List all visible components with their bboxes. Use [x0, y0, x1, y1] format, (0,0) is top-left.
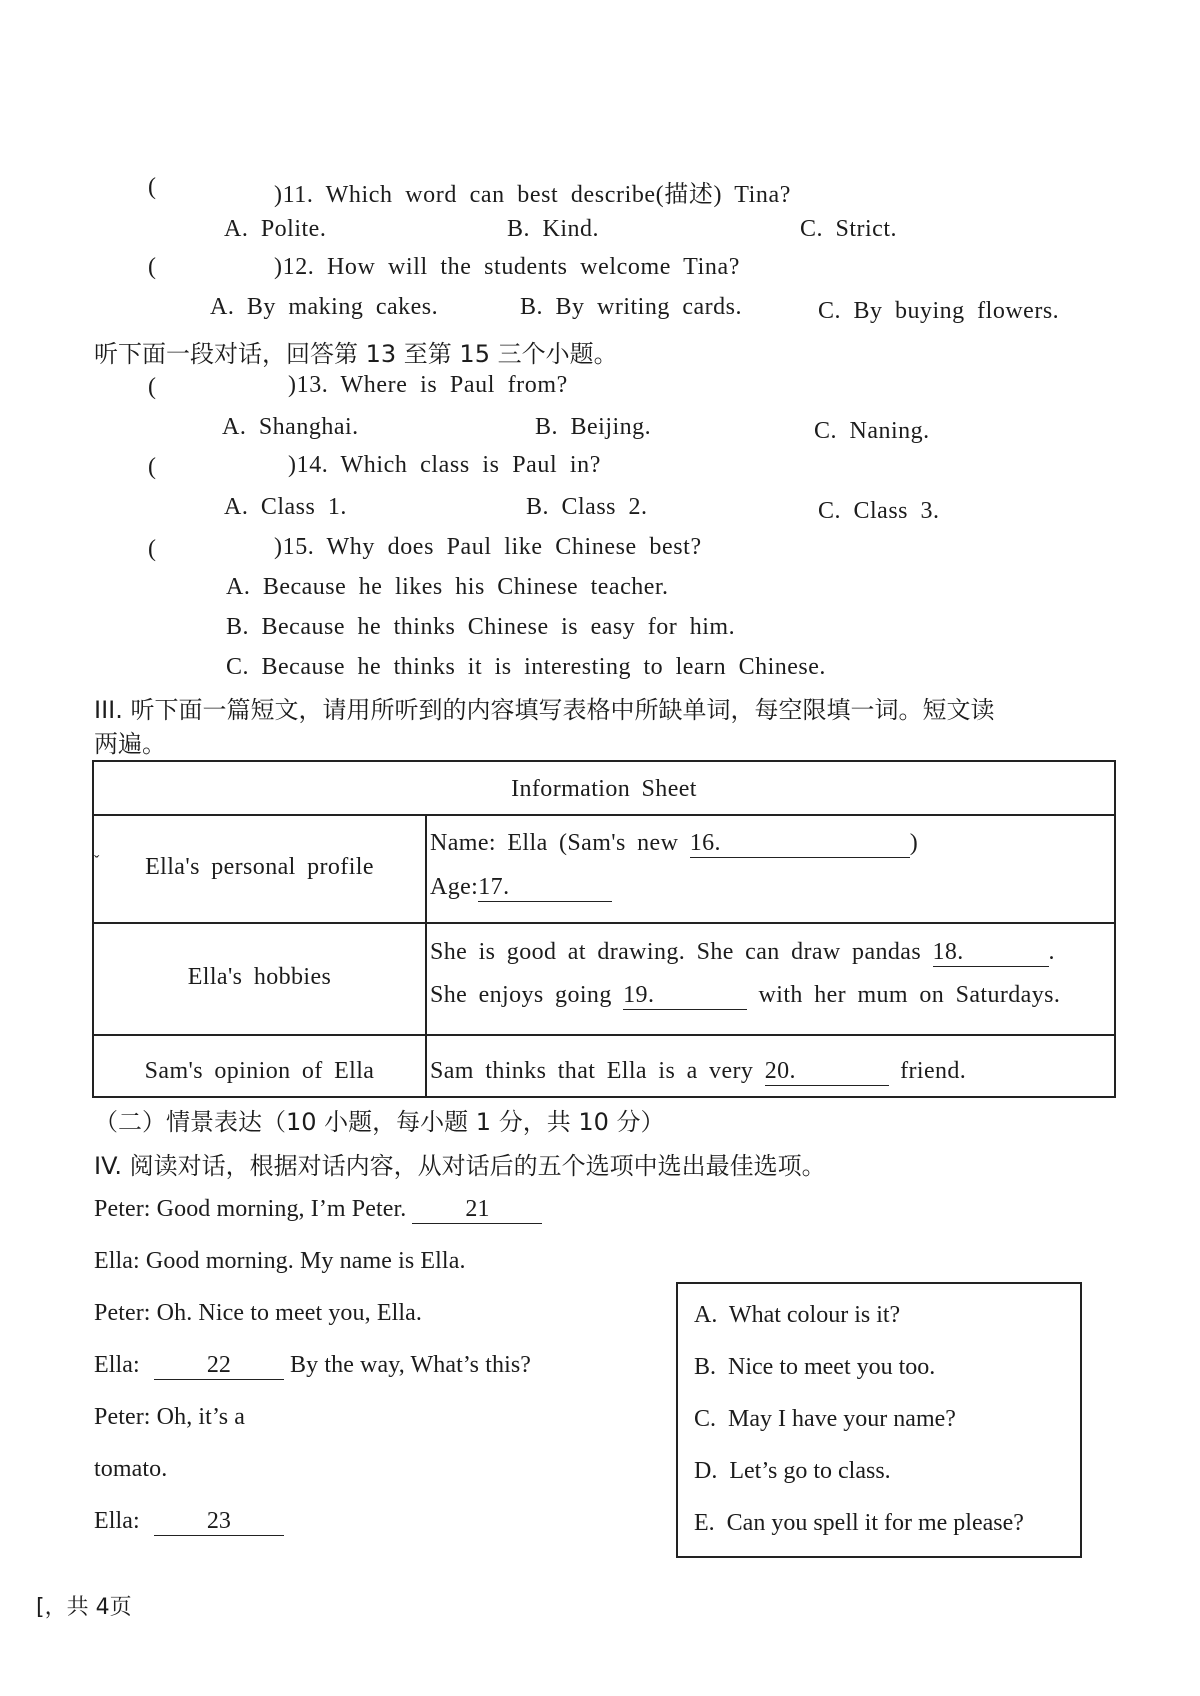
profile-name-close: ) — [909, 830, 919, 856]
option-e — [694, 1510, 1024, 1537]
stray-mark: ˇ — [94, 853, 100, 870]
table-divider — [94, 814, 1114, 816]
option-14-a: A. Class 1. — [224, 494, 347, 520]
option-11-b: B. Kind. — [507, 216, 600, 242]
option-13-a: A. Shanghai. — [222, 414, 359, 440]
option-15-a: A. Because he likes his Chinese teacher. — [226, 574, 669, 600]
blank-17-number: 17. — [478, 874, 510, 900]
question-14: )14. Which class is Paul in? — [288, 452, 601, 478]
option-letter: D. — [694, 1458, 718, 1484]
dialogue-line-6: tomato. — [94, 1456, 168, 1482]
option-13-b: B. Beijing. — [535, 414, 652, 440]
section-scene-heading: （二）情景表达（10 小题，每小题 1 分，共 10 分） — [94, 1108, 665, 1136]
question-13: )13. Where is Paul from? — [288, 372, 568, 398]
answer-paren: ( — [148, 536, 156, 562]
blank-18-number: 18. — [932, 939, 964, 965]
section-4-instruction: IV. 阅读对话，根据对话内容，从对话后的五个选项中选出最佳选项。 — [94, 1152, 826, 1180]
table-title: Information Sheet — [511, 776, 697, 802]
blank-16[interactable] — [690, 830, 910, 858]
opinion-text-end: friend. — [888, 1058, 967, 1084]
blank-21-number: 21 — [465, 1196, 490, 1222]
hobbies-text-2: She enjoys going — [430, 982, 624, 1008]
option-15-c: C. Because he thinks it is interesting to learn Chinese. — [226, 654, 826, 680]
answer-options-box — [676, 1282, 1082, 1558]
blank-16-number: 16. — [689, 830, 721, 856]
option-text: May I have your name? — [728, 1406, 956, 1432]
option-12-b: B. By writing cards. — [520, 294, 742, 320]
option-12-a: A. By making cakes. — [210, 294, 439, 320]
option-text: Can you spell it for me please? — [726, 1510, 1024, 1536]
opinion-line — [430, 1058, 966, 1086]
section-3-instruction: III. 听下面一篇短文，请用所听到的内容填写表格中所缺单词，每空限填一词。短文读 — [94, 696, 995, 724]
row-label-profile: Ella's personal profile — [145, 854, 374, 880]
blank-23-number: 23 — [206, 1508, 232, 1534]
table-column-divider — [425, 814, 427, 1096]
blank-23[interactable] — [154, 1508, 284, 1536]
answer-paren: ( — [148, 254, 156, 280]
hobbies-text-2-end: with her mum on Saturdays. — [747, 982, 1061, 1008]
blank-20[interactable] — [765, 1058, 889, 1086]
answer-paren: ( — [148, 374, 156, 400]
question-15: )15. Why does Paul like Chinese best? — [274, 534, 702, 560]
hobbies-line-2 — [430, 982, 1060, 1010]
option-12-c: C. By buying flowers. — [818, 298, 1060, 324]
option-a — [694, 1302, 900, 1329]
dialogue-text: Peter: Good morning, I’m Peter. — [94, 1196, 413, 1222]
blank-22[interactable] — [154, 1352, 284, 1380]
instruction-13-15: 听下面一段对话，回答第 13 至第 15 三个小题。 — [94, 340, 618, 368]
blank-19[interactable] — [623, 982, 747, 1010]
blank-22-number: 22 — [206, 1352, 232, 1378]
option-c — [694, 1406, 956, 1433]
option-text: Nice to meet you too. — [728, 1354, 936, 1380]
option-letter: B. — [694, 1354, 717, 1380]
profile-age-line — [430, 874, 612, 902]
blank-19-number: 19. — [623, 982, 655, 1008]
option-14-b: B. Class 2. — [526, 494, 648, 520]
row-label-hobbies: Ella's hobbies — [187, 964, 332, 990]
profile-age-text: Age: — [430, 874, 479, 900]
answer-paren: ( — [148, 454, 156, 480]
dialogue-line-4 — [94, 1352, 531, 1380]
information-sheet-table — [92, 760, 1116, 1098]
table-divider — [94, 922, 1114, 924]
dialogue-line-3: Peter: Oh. Nice to meet you, Ella. — [94, 1300, 422, 1326]
dialogue-line-1 — [94, 1196, 542, 1224]
dialogue-line-2: Ella: Good morning. My name is Ella. — [94, 1248, 466, 1274]
hobbies-line-1 — [430, 939, 1055, 967]
page-footer: [，共 4页 — [36, 1595, 132, 1620]
question-12: )12. How will the students welcome Tina? — [274, 254, 740, 280]
profile-name-text: Name: Ella (Sam's new — [430, 830, 690, 856]
dialogue-line-5: Peter: Oh, it’s a — [94, 1404, 246, 1430]
table-divider — [94, 1034, 1114, 1036]
blank-18[interactable] — [933, 939, 1049, 967]
section-3-instruction-cont: 两遍。 — [94, 730, 166, 758]
option-text: What colour is it? — [728, 1302, 901, 1328]
opinion-text: Sam thinks that Ella is a very — [430, 1058, 765, 1084]
question-11: )11. Which word can best describe(描述) Tina? — [274, 182, 792, 208]
dialogue-text: Ella: — [94, 1352, 146, 1378]
option-d — [694, 1458, 891, 1485]
dialogue-line-7 — [94, 1508, 284, 1536]
option-15-b: B. Because he thinks Chinese is easy for him. — [226, 614, 736, 640]
option-13-c: C. Naning. — [814, 418, 930, 444]
option-letter: A. — [694, 1302, 718, 1328]
dialogue-text-after: By the way, What’s this? — [283, 1352, 532, 1378]
blank-21[interactable] — [412, 1196, 542, 1224]
hobbies-text-1: She is good at drawing. She can draw pandas — [430, 939, 933, 965]
answer-paren: ( — [148, 174, 156, 200]
dialogue-text: Ella: — [94, 1508, 146, 1534]
option-text: Let’s go to class. — [729, 1458, 891, 1484]
blank-17[interactable] — [478, 874, 612, 902]
row-label-opinion: Sam's opinion of Ella — [144, 1058, 375, 1084]
profile-name-line — [430, 830, 918, 858]
option-11-a: A. Polite. — [224, 216, 327, 242]
option-14-c: C. Class 3. — [818, 498, 940, 524]
blank-20-number: 20. — [764, 1058, 796, 1084]
option-letter: E. — [694, 1510, 715, 1536]
option-11-c: C. Strict. — [800, 216, 898, 242]
option-letter: C. — [694, 1406, 717, 1432]
hobbies-line-1-end: . — [1048, 939, 1055, 965]
option-b — [694, 1354, 935, 1381]
